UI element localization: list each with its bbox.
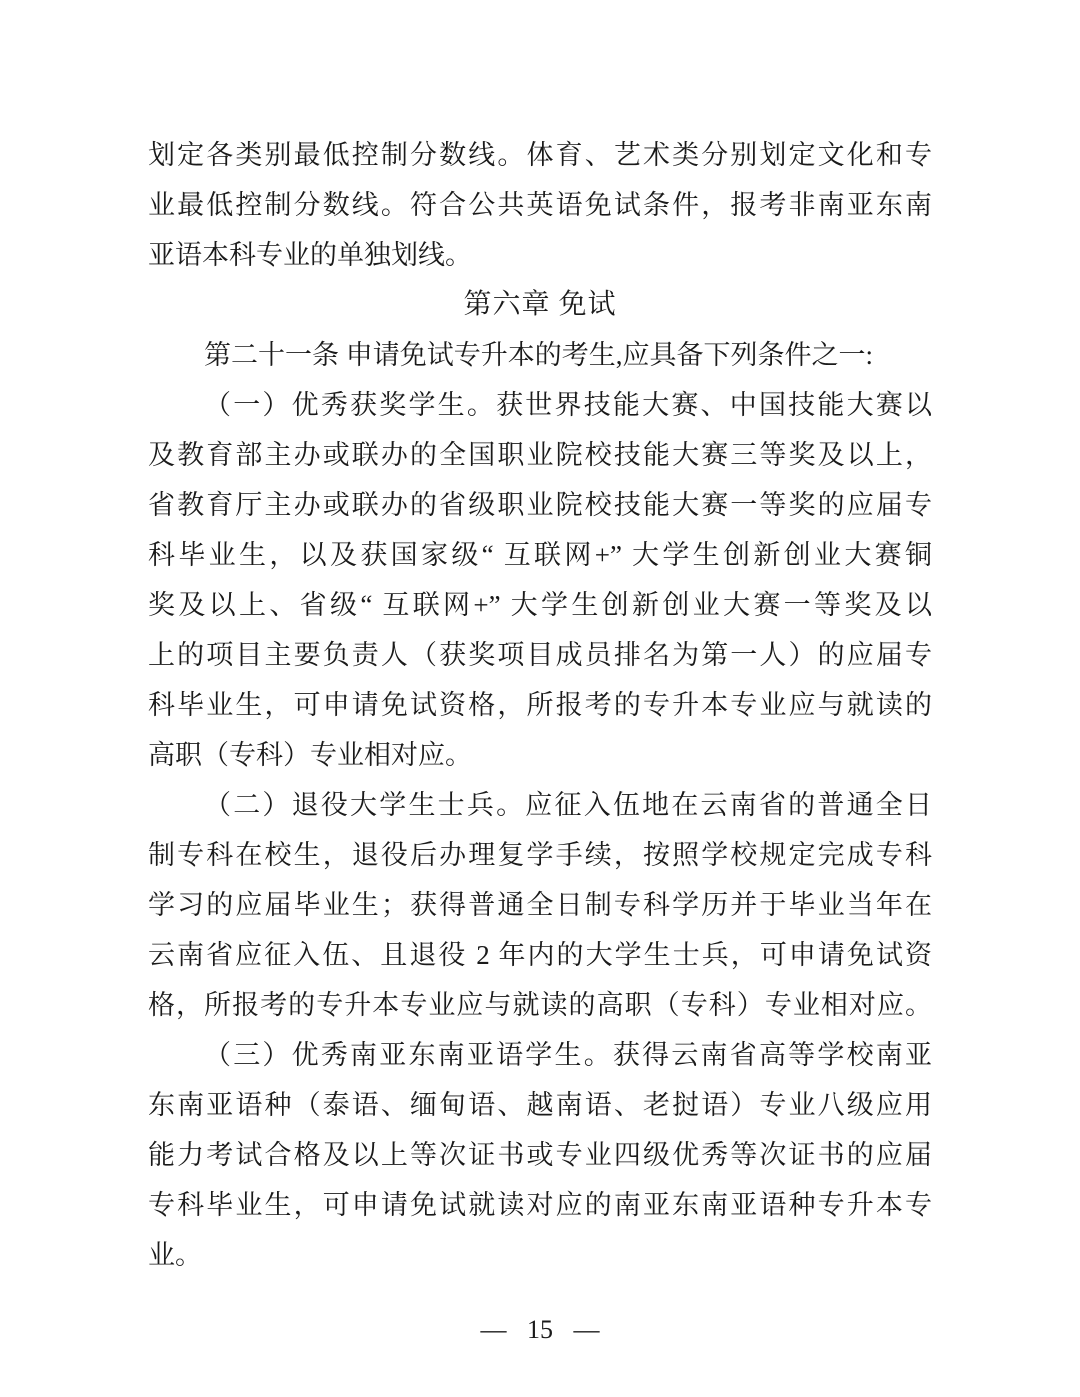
document-body bbox=[148, 130, 932, 1280]
page-footer bbox=[0, 1308, 1080, 1352]
text-line: 专科毕业生，可申请免试就读对应的南亚东南亚语种专升本专 bbox=[148, 1190, 932, 1220]
text-line: 划定各类别最低控制分数线。体育、艺术类分别划定文化和专 bbox=[148, 140, 932, 170]
text-line: 学习的应届毕业生；获得普通全日制专科学历并于毕业当年在 bbox=[148, 890, 932, 920]
page-number: — 15 — bbox=[480, 1315, 600, 1344]
text-line: 格，所报考的专升本专业应与就读的高职（专科）专业相对应。 bbox=[148, 990, 932, 1020]
text-line: 业最低控制分数线。符合公共英语免试条件，报考非南亚东南 bbox=[148, 190, 932, 220]
text-line: 第二十一条 申请免试专升本的考生,应具备下列条件之一: bbox=[204, 340, 874, 370]
text-line: 业。 bbox=[148, 1240, 202, 1270]
text-line: 上的项目主要负责人（获奖项目成员排名为第一人）的应届专 bbox=[148, 640, 932, 670]
text-line: 科毕业生，可申请免试资格，所报考的专升本专业应与就读的 bbox=[148, 690, 932, 720]
text-line: 制专科在校生，退役后办理复学手续，按照学校规定完成专科 bbox=[148, 840, 932, 870]
text-line: 东南亚语种（泰语、缅甸语、越南语、老挝语）专业八级应用 bbox=[148, 1090, 932, 1120]
text-line: （三）优秀南亚东南亚语学生。获得云南省高等学校南亚 bbox=[204, 1040, 932, 1070]
text-line: 奖及以上、省级“ 互联网+” 大学生创新创业大赛一等奖及以 bbox=[148, 590, 932, 620]
text-line: 科毕业生，以及获国家级“ 互联网+” 大学生创新创业大赛铜 bbox=[148, 540, 932, 570]
chapter-heading: 第六章 免试 bbox=[463, 289, 617, 320]
text-line: 能力考试合格及以上等次证书或专业四级优秀等次证书的应届 bbox=[148, 1140, 932, 1170]
text-line: 省教育厅主办或联办的省级职业院校技能大赛一等奖的应届专 bbox=[148, 490, 932, 520]
text-line: （二）退役大学生士兵。应征入伍地在云南省的普通全日 bbox=[204, 790, 932, 820]
text-line: 及教育部主办或联办的全国职业院校技能大赛三等奖及以上， bbox=[148, 440, 932, 470]
text-line: 高职（专科）专业相对应。 bbox=[148, 740, 472, 770]
text-line: 亚语本科专业的单独划线。 bbox=[148, 240, 472, 270]
text-line: （一）优秀获奖学生。获世界技能大赛、中国技能大赛以 bbox=[204, 390, 932, 420]
text-line: 云南省应征入伍、且退役 2 年内的大学生士兵，可申请免试资 bbox=[148, 940, 932, 970]
